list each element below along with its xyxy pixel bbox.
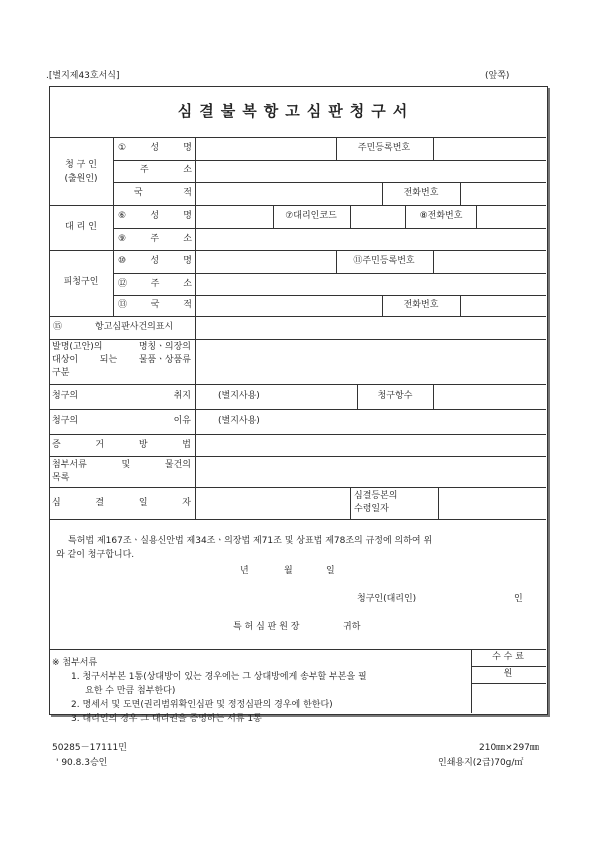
reason-label: 청구의 이유 (52, 416, 191, 426)
receipt-date-label-line2: 수령일자 (354, 504, 389, 514)
fee-label: 수 수 료 (492, 652, 524, 662)
note-item-1: 1. 청구서부본 1통(상대방이 있는 경우에는 그 상대방에게 송부할 부본을 필 (71, 672, 367, 682)
form-code: .[별지제43호서식] (46, 71, 120, 81)
claimant-group-label: 청 구 인 (65, 160, 97, 170)
statement-line2: 와 같이 청구합니다. (56, 550, 135, 560)
agent-phone-label: ⑧전화번호 (419, 211, 463, 221)
claimant-phone-label: 전화번호 (403, 188, 439, 198)
form-title: 심결불복항고심판청구서 (177, 102, 415, 120)
agent-group-label: 대 리 인 (65, 222, 97, 232)
footer-paper-type: 인쇄용지(2급)70g/㎡ (438, 758, 524, 768)
attachments-label-line1: 첨부서류 및 물건의 (52, 460, 191, 470)
purpose-value: (별지사용) (218, 391, 260, 401)
footer-paper-size: 210㎜×297㎜ (479, 743, 539, 753)
respondent-nationality-label: ⑬ 국 적 (118, 300, 192, 310)
respondent-name-label: ⑩ 성 명 (118, 256, 192, 266)
agent-code-label: ⑦대리인코드 (285, 211, 337, 221)
respondent-resident-no-label: ⑪주민등록번호 (353, 256, 415, 266)
claimant-group-sublabel: (출원인) (64, 174, 98, 184)
decision-date-label: 심 결 일 자 (52, 498, 191, 508)
note-item-3: 3. 대리인의 경우 그 대리권을 증명하는 서류 1통 (71, 714, 262, 724)
date-month: 월 (284, 566, 293, 576)
invention-label-line2: 대상이 되는 물품ㆍ상품류 (52, 355, 191, 365)
claimant-resident-no-label: 주민등록번호 (357, 143, 411, 153)
respondent-address-label: ⑫ 주 소 (118, 279, 192, 289)
invention-label-line1: 발명(고안)의 명칭ㆍ의장의 (52, 342, 191, 352)
date-day: 일 (326, 566, 335, 576)
fee-unit: 원 (503, 669, 513, 679)
receipt-date-label-line1: 심결등본의 (354, 491, 398, 501)
claimant-address-label: 주 소 (140, 165, 192, 175)
statement-line1: 특허법 제167조ㆍ실용신안법 제34조ㆍ의장법 제71조 및 상표법 제78조의 규정에 의하여 위 (68, 536, 433, 546)
agent-name-label: ⑥ 성 명 (118, 211, 192, 221)
evidence-label: 증 거 방 법 (52, 440, 191, 450)
reason-value: (별지사용) (218, 416, 260, 426)
respondent-phone-label: 전화번호 (403, 300, 439, 310)
note-item-1-cont: 요한 수 만큼 첨부한다) (85, 686, 176, 696)
claimant-name-label: ① 성 명 (118, 143, 192, 153)
notes-title: ※ 첨부서류 (52, 658, 98, 668)
case-label: 항고심판사건의표시 (95, 322, 174, 332)
invention-label-line3: 구분 (52, 368, 70, 378)
case-number-mark: ⑮ (53, 322, 63, 332)
footer-form-number: 50285－17111민 (52, 743, 127, 753)
recipient-office: 특 허 심 판 원 장 (233, 622, 300, 632)
signer-label: 청구인(대리인) (357, 594, 417, 604)
claim-count-label: 청구항수 (377, 391, 413, 401)
date-year: 년 (240, 566, 249, 576)
recipient-honorific: 귀하 (343, 622, 361, 632)
claimant-nationality-label: 국 적 (134, 188, 192, 198)
agent-address-label: ⑨ 주 소 (118, 234, 192, 244)
respondent-group-label: 피청구인 (63, 277, 99, 287)
note-item-2: 2. 명세서 및 도면(권리범위확인심판 및 정정심판의 경우에 한한다) (71, 700, 333, 710)
purpose-label: 청구의 취지 (52, 391, 191, 401)
seal-mark: 인 (514, 594, 523, 604)
page-side: (앞쪽) (485, 71, 510, 81)
attachments-label-line2: 목록 (52, 473, 70, 483)
footer-approval: ' 90.8.3승인 (56, 758, 108, 768)
